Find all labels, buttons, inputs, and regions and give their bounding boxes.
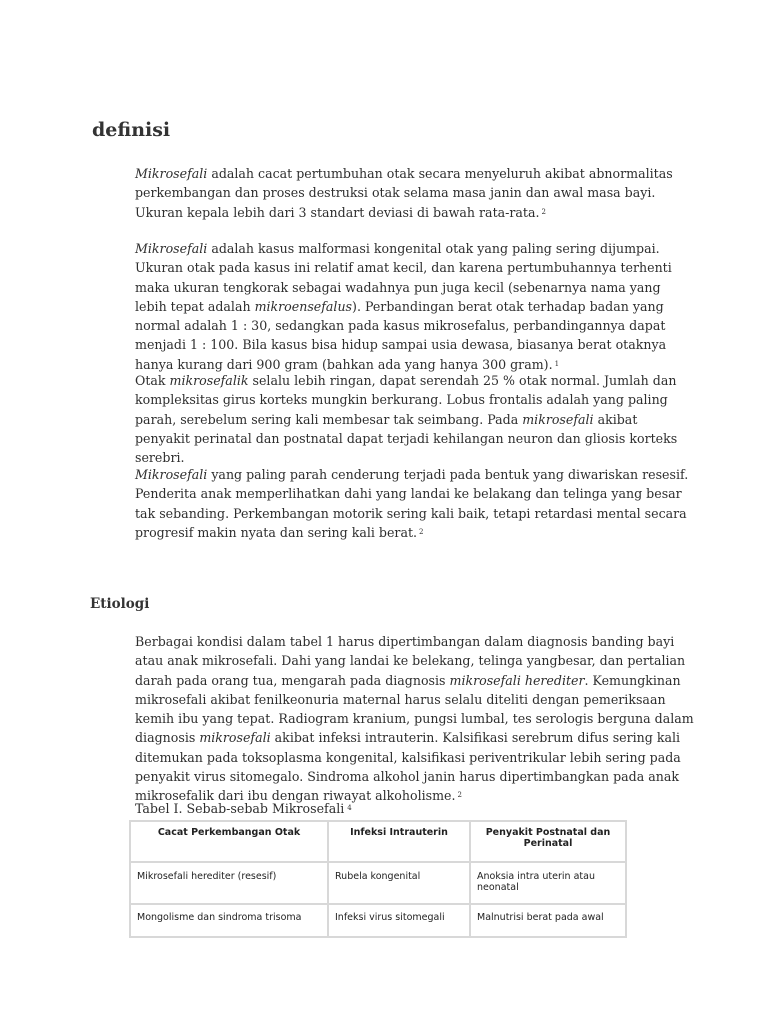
table-cell: Rubela kongenital	[328, 862, 470, 904]
paragraph-text: yang paling parah cenderung terjadi pada bentuk yang diwariskan resesif. Penderita anak memperlihatkan dahi yang landai ke belakang dan telinga yang besar tak sebanding. Perkembangan motorik sering kali baik, tetapi retardasi mental secara progresif makin nyata dan sering kali berat.	[135, 467, 689, 540]
paragraph-text: akibat penyakit perinatal dan postnatal dapat terjadi kehilangan neuron dan gliosis korteks serebri.	[135, 411, 678, 466]
reference-marker: 4	[347, 804, 352, 812]
table-caption-text: Tabel I. Sebab-sebab Mikrosefali	[135, 801, 345, 816]
table-row	[130, 862, 626, 904]
term-mikrosefali: Mikrosefali	[135, 241, 208, 256]
causes-table	[129, 820, 627, 938]
paragraph-definition-2	[135, 239, 695, 374]
term-mikroensefalus: mikroensefalus	[254, 298, 353, 314]
paragraph-definition-1	[135, 164, 695, 222]
paragraph-text: selalu lebih ringan, dapat serendah 25 % otak normal. Jumlah dan kompleksitas girus korteks mungkin berkurang. Lobus frontalis adalah yang paling parah, serebelum sering kali membesar tak seimbang. Pada	[135, 373, 677, 427]
paragraph-text: adalah kasus malformasi kongenital otak yang paling sering dijumpai. Ukuran otak pada kasus ini relatif amat kecil, dan karena pertumbuhannya terhenti maka ukuran tengkorak sebagai wadahnya pun juga kecil (sebenarnya nama yang lebih tepat adalah	[135, 241, 672, 314]
paragraph-definition-3	[135, 371, 695, 467]
table-cell: Infeksi virus sitomegali	[328, 904, 470, 937]
reference-marker: 2	[541, 207, 546, 216]
paragraph-etiologi	[135, 632, 695, 806]
table-caption	[135, 801, 352, 816]
table-cell: Anoksia intra uterin atau neonatal	[470, 862, 626, 904]
paragraph-text: Berbagai kondisi dalam tabel 1 harus dipertimbangan dalam diagnosis banding bayi atau anak mikrosefali. Dahi yang landai ke belekang, telinga yangbesar, dan pertalian darah pada orang tua, mengarah pada diagnosis	[135, 634, 686, 688]
term-mikrosefali: mikrosefali	[199, 730, 271, 746]
table-row	[130, 904, 626, 937]
paragraph-text: ). Perbandingan berat otak terhadap badan yang normal adalah 1 : 30, sedangkan pada kasus mikrosefalus, perbandingannya dapat menjadi 1 : 100. Bila kasus bisa hidup sampai usia dewasa, biasanya berat otaknya hanya kurang dari 900 gram (bahkan ada yang hanya 300 gram).	[135, 298, 667, 372]
heading-etiologi: Etiologi	[90, 596, 150, 612]
column-header: Cacat Perkembangan Otak	[130, 821, 328, 862]
heading-definisi: definisi	[92, 119, 171, 141]
paragraph-text: adalah cacat pertumbuhan otak secara menyeluruh akibat abnormalitas perkembangan dan proses destruksi otak selama masa janin dan awal masa bayi. Ukuran kepala lebih dari 3 standart deviasi di bawah rata-rata.	[135, 166, 673, 220]
reference-marker: 2	[457, 791, 462, 800]
term-mikrosefalik: mikrosefalik	[169, 373, 249, 388]
paragraph-text: akibat infeksi intrauterin. Kalsifikasi serebrum difus sering kali ditemukan pada toksoplasma kongenital, kalsifikasi periventrikular lebih sering pada penyakit virus sitomegalo. Sindroma alkohol janin harus dipertimbangkan pada anak mikrosefalik dari ibu dengan riwayat alkoholisme.	[135, 730, 681, 804]
table-header-row	[130, 821, 626, 862]
table-cell: Malnutrisi berat pada awal	[470, 904, 626, 937]
paragraph-definition-4	[135, 465, 695, 542]
table-cell: Mikrosefali herediter (resesif)	[130, 862, 328, 904]
term-mikrosefali: Mikrosefali	[135, 166, 208, 181]
reference-marker: 2	[419, 527, 424, 536]
column-header: Infeksi Intrauterin	[328, 821, 470, 862]
term-mikrosefali: Mikrosefali	[135, 467, 208, 482]
column-header: Penyakit Postnatal dan Perinatal	[470, 821, 626, 862]
term-mikrosefali-herediter: mikrosefali herediter	[449, 672, 585, 688]
paragraph-text: Otak	[135, 373, 170, 388]
table-cell: Mongolisme dan sindroma trisoma	[130, 904, 328, 937]
term-mikrosefali: mikrosefali	[522, 411, 594, 427]
paragraph-text: . Kemungkinan mikrosefali akibat fenilkeonuria maternal harus selalu diteliti dengan pemeriksaan kemih ibu yang tepat. Radiogram kranium, pungsi lumbal, tes serologis berguna dalam diagnosis	[135, 672, 694, 746]
reference-marker: 1	[554, 359, 560, 368]
